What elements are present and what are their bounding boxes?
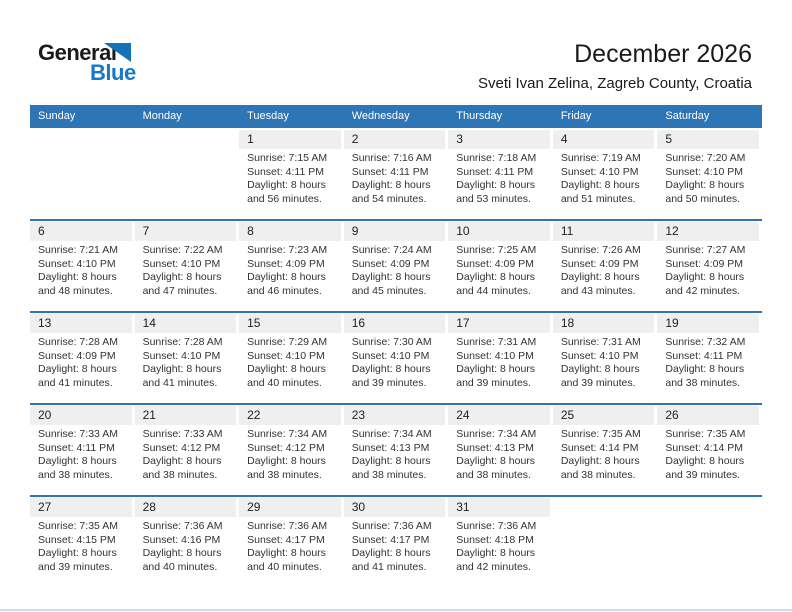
day-info xyxy=(135,241,240,298)
page-subtitle: Sveti Ivan Zelina, Zagreb County, Croatia xyxy=(477,75,752,92)
day-info xyxy=(448,333,553,390)
day-cell xyxy=(553,404,658,496)
weekday-header: Tuesday xyxy=(239,105,344,128)
daylight-hours-text: Daylight: 8 hours xyxy=(351,271,431,283)
daylight-minutes-text: and 40 minutes. xyxy=(247,560,322,573)
day-info xyxy=(344,517,449,574)
day-number: 6 xyxy=(38,224,45,238)
day-number-band xyxy=(30,498,132,517)
sunset-text: Sunset: 4:10 PM xyxy=(665,165,744,178)
sunrise-text: Sunrise: 7:16 AM xyxy=(351,152,432,164)
day-cell xyxy=(239,128,344,220)
day-cell xyxy=(448,312,553,404)
sunset-text: Sunset: 4:10 PM xyxy=(351,349,430,362)
weekday-header: Friday xyxy=(553,105,658,128)
daylight-hours-text: Daylight: 8 hours xyxy=(456,363,536,375)
sunrise-text: Sunrise: 7:20 AM xyxy=(665,152,746,164)
day-info xyxy=(239,241,344,298)
daylight-minutes-text: and 38 minutes. xyxy=(665,376,741,389)
daylight-hours-text: Daylight: 8 hours xyxy=(38,363,117,375)
day-number: 23 xyxy=(351,408,366,422)
daylight-minutes-text: and 43 minutes. xyxy=(560,284,636,297)
day-info xyxy=(657,241,762,298)
daylight-minutes-text: and 42 minutes. xyxy=(665,284,741,297)
daylight-minutes-text: and 39 minutes. xyxy=(560,376,636,389)
daylight-hours-text: Daylight: 8 hours xyxy=(142,547,222,559)
sunset-text: Sunset: 4:11 PM xyxy=(351,165,429,178)
sunset-text: Sunset: 4:10 PM xyxy=(560,165,639,178)
sunrise-text: Sunrise: 7:35 AM xyxy=(665,428,746,440)
daylight-minutes-text: and 38 minutes. xyxy=(142,468,218,481)
day-cell xyxy=(30,220,135,312)
day-number-band xyxy=(657,222,759,241)
weekday-header: Sunday xyxy=(30,105,135,128)
daylight-hours-text: Daylight: 8 hours xyxy=(247,179,326,191)
day-number: 20 xyxy=(38,408,52,422)
sunset-text: Sunset: 4:10 PM xyxy=(142,349,221,362)
day-number-band xyxy=(239,130,341,149)
day-number-band xyxy=(448,314,550,333)
day-number-band xyxy=(657,406,759,425)
sunrise-text: Sunrise: 7:28 AM xyxy=(142,336,223,348)
day-cell xyxy=(135,404,240,496)
sunset-text: Sunset: 4:14 PM xyxy=(560,441,639,454)
daylight-hours-text: Daylight: 8 hours xyxy=(456,455,536,467)
day-number: 12 xyxy=(665,224,679,238)
day-cell xyxy=(553,220,658,312)
day-number: 21 xyxy=(142,408,156,422)
day-number: 19 xyxy=(665,316,679,330)
daylight-minutes-text: and 39 minutes. xyxy=(351,376,427,389)
sunrise-text: Sunrise: 7:21 AM xyxy=(38,244,118,256)
daylight-minutes-text: and 38 minutes. xyxy=(560,468,636,481)
day-cell xyxy=(30,496,135,587)
empty-day-cell xyxy=(30,128,135,220)
empty-day-cell xyxy=(135,128,240,220)
day-info xyxy=(239,425,344,482)
day-number-band xyxy=(448,130,550,149)
daylight-hours-text: Daylight: 8 hours xyxy=(456,547,536,559)
daylight-hours-text: Daylight: 8 hours xyxy=(456,179,536,191)
daylight-hours-text: Daylight: 8 hours xyxy=(560,363,640,375)
day-number-band xyxy=(30,222,132,241)
daylight-minutes-text: and 53 minutes. xyxy=(456,192,531,205)
day-number: 17 xyxy=(456,316,470,330)
day-cell xyxy=(448,404,553,496)
day-number-band xyxy=(553,314,655,333)
day-info xyxy=(30,425,135,482)
day-number: 8 xyxy=(247,224,254,238)
daylight-minutes-text: and 39 minutes. xyxy=(456,376,531,389)
day-info xyxy=(135,425,240,482)
sunset-text: Sunset: 4:17 PM xyxy=(351,533,430,546)
week-row xyxy=(30,220,762,312)
sunset-text: Sunset: 4:09 PM xyxy=(456,257,534,270)
sunrise-text: Sunrise: 7:31 AM xyxy=(456,336,537,348)
daylight-minutes-text: and 48 minutes. xyxy=(38,284,113,297)
day-cell xyxy=(553,128,658,220)
daylight-hours-text: Daylight: 8 hours xyxy=(560,271,640,283)
weekday-header: Saturday xyxy=(657,105,762,128)
day-info xyxy=(448,241,553,298)
day-number: 27 xyxy=(38,500,52,514)
day-number-band xyxy=(135,222,237,241)
daylight-minutes-text: and 54 minutes. xyxy=(351,192,427,205)
sunset-text: Sunset: 4:10 PM xyxy=(142,257,221,270)
sunset-text: Sunset: 4:12 PM xyxy=(247,441,325,454)
daylight-hours-text: Daylight: 8 hours xyxy=(456,271,536,283)
day-number-band xyxy=(30,314,132,333)
day-cell xyxy=(344,128,449,220)
day-number-band xyxy=(344,498,446,517)
logo-text-blue: Blue xyxy=(90,60,136,85)
daylight-hours-text: Daylight: 8 hours xyxy=(560,179,640,191)
day-info xyxy=(30,333,135,390)
day-number-band xyxy=(448,498,550,517)
sunrise-text: Sunrise: 7:36 AM xyxy=(456,520,537,532)
daylight-minutes-text: and 38 minutes. xyxy=(351,468,427,481)
day-number: 26 xyxy=(665,408,679,422)
weekday-header: Thursday xyxy=(448,105,553,128)
daylight-minutes-text: and 50 minutes. xyxy=(665,192,741,205)
day-number-band xyxy=(344,406,446,425)
daylight-hours-text: Daylight: 8 hours xyxy=(665,363,745,375)
day-number: 13 xyxy=(38,316,52,330)
day-number-band xyxy=(344,222,446,241)
daylight-hours-text: Daylight: 8 hours xyxy=(665,271,745,283)
sunset-text: Sunset: 4:10 PM xyxy=(456,349,534,362)
day-cell xyxy=(657,312,762,404)
daylight-minutes-text: and 38 minutes. xyxy=(456,468,531,481)
day-number: 3 xyxy=(456,132,463,146)
daylight-hours-text: Daylight: 8 hours xyxy=(38,455,117,467)
day-number-band xyxy=(30,406,132,425)
daylight-minutes-text: and 41 minutes. xyxy=(142,376,218,389)
day-cell xyxy=(657,220,762,312)
sunrise-text: Sunrise: 7:30 AM xyxy=(351,336,432,348)
day-cell xyxy=(344,220,449,312)
bottom-border xyxy=(0,609,792,611)
day-number-band xyxy=(657,314,759,333)
day-number: 25 xyxy=(560,408,575,422)
sunset-text: Sunset: 4:13 PM xyxy=(456,441,534,454)
daylight-hours-text: Daylight: 8 hours xyxy=(38,547,117,559)
daylight-hours-text: Daylight: 8 hours xyxy=(560,455,640,467)
sunset-text: Sunset: 4:09 PM xyxy=(665,257,744,270)
daylight-minutes-text: and 40 minutes. xyxy=(247,376,322,389)
daylight-minutes-text: and 39 minutes. xyxy=(38,560,113,573)
sunset-text: Sunset: 4:12 PM xyxy=(142,441,221,454)
day-cell xyxy=(448,128,553,220)
daylight-minutes-text: and 56 minutes. xyxy=(247,192,322,205)
sunrise-text: Sunrise: 7:35 AM xyxy=(38,520,118,532)
day-number-band xyxy=(239,498,341,517)
day-cell xyxy=(553,312,658,404)
sunrise-text: Sunrise: 7:22 AM xyxy=(142,244,223,256)
day-cell xyxy=(239,404,344,496)
day-number: 2 xyxy=(351,132,359,146)
day-cell xyxy=(239,496,344,587)
daylight-hours-text: Daylight: 8 hours xyxy=(38,271,117,283)
daylight-minutes-text: and 45 minutes. xyxy=(351,284,427,297)
day-info xyxy=(239,149,344,206)
sunset-text: Sunset: 4:11 PM xyxy=(247,165,324,178)
day-cell xyxy=(448,220,553,312)
day-info xyxy=(553,425,658,482)
sunrise-text: Sunrise: 7:28 AM xyxy=(38,336,118,348)
day-info xyxy=(30,517,135,574)
sunset-text: Sunset: 4:18 PM xyxy=(456,533,534,546)
day-number: 1 xyxy=(247,132,254,146)
day-cell xyxy=(657,404,762,496)
sunrise-text: Sunrise: 7:34 AM xyxy=(247,428,328,440)
daylight-hours-text: Daylight: 8 hours xyxy=(665,455,745,467)
day-number: 31 xyxy=(456,500,470,514)
empty-day-cell xyxy=(657,496,762,587)
day-number: 28 xyxy=(142,500,156,514)
sunrise-text: Sunrise: 7:18 AM xyxy=(456,152,537,164)
daylight-hours-text: Daylight: 8 hours xyxy=(247,363,326,375)
sunrise-text: Sunrise: 7:33 AM xyxy=(142,428,223,440)
day-info xyxy=(344,241,449,298)
sunset-text: Sunset: 4:09 PM xyxy=(38,349,116,362)
sunrise-text: Sunrise: 7:19 AM xyxy=(560,152,641,164)
day-info xyxy=(553,333,658,390)
sunset-text: Sunset: 4:10 PM xyxy=(247,349,325,362)
sunset-text: Sunset: 4:10 PM xyxy=(560,349,639,362)
day-number-band xyxy=(553,406,655,425)
day-number-band xyxy=(344,314,446,333)
week-row xyxy=(30,404,762,496)
sunset-text: Sunset: 4:10 PM xyxy=(38,257,116,270)
daylight-minutes-text: and 51 minutes. xyxy=(560,192,636,205)
day-info xyxy=(553,149,658,206)
day-info xyxy=(344,425,449,482)
day-info xyxy=(344,333,449,390)
daylight-minutes-text: and 38 minutes. xyxy=(247,468,322,481)
daylight-hours-text: Daylight: 8 hours xyxy=(142,271,222,283)
day-cell xyxy=(239,312,344,404)
sunset-text: Sunset: 4:11 PM xyxy=(456,165,534,178)
daylight-minutes-text: and 47 minutes. xyxy=(142,284,218,297)
sunset-text: Sunset: 4:17 PM xyxy=(247,533,325,546)
sunset-text: Sunset: 4:11 PM xyxy=(665,349,743,362)
day-number-band xyxy=(448,406,550,425)
day-cell xyxy=(135,312,240,404)
daylight-hours-text: Daylight: 8 hours xyxy=(247,455,326,467)
day-number-band xyxy=(135,498,237,517)
sunset-text: Sunset: 4:15 PM xyxy=(38,533,116,546)
sunset-text: Sunset: 4:09 PM xyxy=(247,257,325,270)
sunrise-text: Sunrise: 7:27 AM xyxy=(665,244,746,256)
sunrise-text: Sunrise: 7:29 AM xyxy=(247,336,328,348)
daylight-minutes-text: and 38 minutes. xyxy=(38,468,113,481)
day-number: 5 xyxy=(665,132,673,146)
day-info xyxy=(448,517,553,574)
calendar-body xyxy=(30,128,762,587)
day-info xyxy=(135,333,240,390)
day-number: 30 xyxy=(351,500,366,514)
day-cell xyxy=(30,312,135,404)
daylight-minutes-text: and 40 minutes. xyxy=(142,560,218,573)
daylight-hours-text: Daylight: 8 hours xyxy=(351,179,431,191)
daylight-minutes-text: and 42 minutes. xyxy=(456,560,531,573)
day-cell xyxy=(30,404,135,496)
page-title: December 2026 xyxy=(574,40,752,68)
day-number-band xyxy=(135,406,237,425)
day-number-band xyxy=(135,314,237,333)
day-info xyxy=(344,149,449,206)
logo-text-general: General xyxy=(38,40,117,65)
day-info xyxy=(448,425,553,482)
daylight-minutes-text: and 44 minutes. xyxy=(456,284,531,297)
sunrise-text: Sunrise: 7:32 AM xyxy=(665,336,746,348)
day-cell xyxy=(344,496,449,587)
day-number-band xyxy=(239,222,341,241)
daylight-minutes-text: and 41 minutes. xyxy=(351,560,427,573)
day-info xyxy=(448,149,553,206)
daylight-minutes-text: and 46 minutes. xyxy=(247,284,322,297)
day-info xyxy=(239,517,344,574)
day-cell xyxy=(135,496,240,587)
daylight-hours-text: Daylight: 8 hours xyxy=(142,455,222,467)
weekday-header-row xyxy=(30,105,762,128)
day-info xyxy=(135,517,240,574)
calendar-table xyxy=(30,105,762,587)
day-number: 15 xyxy=(247,316,261,330)
day-cell xyxy=(239,220,344,312)
day-number: 10 xyxy=(456,224,470,238)
day-number: 11 xyxy=(560,224,574,238)
week-row xyxy=(30,496,762,587)
daylight-hours-text: Daylight: 8 hours xyxy=(142,363,222,375)
day-number: 14 xyxy=(142,316,156,330)
daylight-hours-text: Daylight: 8 hours xyxy=(247,547,326,559)
day-info xyxy=(30,241,135,298)
daylight-hours-text: Daylight: 8 hours xyxy=(351,547,431,559)
sunrise-text: Sunrise: 7:34 AM xyxy=(456,428,537,440)
week-row xyxy=(30,128,762,220)
daylight-hours-text: Daylight: 8 hours xyxy=(351,363,431,375)
day-number-band xyxy=(448,222,550,241)
sunrise-text: Sunrise: 7:24 AM xyxy=(351,244,432,256)
day-info xyxy=(553,241,658,298)
sunset-text: Sunset: 4:13 PM xyxy=(351,441,430,454)
day-cell xyxy=(344,312,449,404)
day-number: 4 xyxy=(560,132,568,146)
day-number-band xyxy=(344,130,446,149)
day-number-band xyxy=(239,314,341,333)
day-number-band xyxy=(553,130,655,149)
day-number: 24 xyxy=(456,408,470,422)
weekday-header: Monday xyxy=(135,105,240,128)
sunrise-text: Sunrise: 7:36 AM xyxy=(351,520,432,532)
sunset-text: Sunset: 4:09 PM xyxy=(351,257,430,270)
day-info xyxy=(657,333,762,390)
daylight-minutes-text: and 39 minutes. xyxy=(665,468,741,481)
day-cell xyxy=(657,128,762,220)
sunrise-text: Sunrise: 7:15 AM xyxy=(247,152,328,164)
day-info xyxy=(239,333,344,390)
day-cell xyxy=(344,404,449,496)
day-info xyxy=(657,149,762,206)
header-titles xyxy=(478,40,752,92)
day-number: 9 xyxy=(351,224,359,238)
day-number: 16 xyxy=(351,316,366,330)
sunset-text: Sunset: 4:09 PM xyxy=(560,257,639,270)
sunrise-text: Sunrise: 7:31 AM xyxy=(560,336,641,348)
daylight-hours-text: Daylight: 8 hours xyxy=(665,179,745,191)
day-number: 29 xyxy=(247,500,261,514)
sunrise-text: Sunrise: 7:26 AM xyxy=(560,244,641,256)
sunrise-text: Sunrise: 7:25 AM xyxy=(456,244,537,256)
daylight-minutes-text: and 41 minutes. xyxy=(38,376,113,389)
sunset-text: Sunset: 4:11 PM xyxy=(38,441,115,454)
sunrise-text: Sunrise: 7:36 AM xyxy=(247,520,328,532)
day-cell xyxy=(135,220,240,312)
week-row xyxy=(30,312,762,404)
weekday-header: Wednesday xyxy=(344,105,449,128)
day-number-band xyxy=(239,406,341,425)
day-info xyxy=(657,425,762,482)
day-number: 18 xyxy=(560,316,575,330)
sunrise-text: Sunrise: 7:35 AM xyxy=(560,428,641,440)
day-number-band xyxy=(553,222,655,241)
sunrise-text: Sunrise: 7:36 AM xyxy=(142,520,223,532)
sunset-text: Sunset: 4:16 PM xyxy=(142,533,221,546)
day-number: 22 xyxy=(247,408,261,422)
day-number-band xyxy=(657,130,759,149)
empty-day-cell xyxy=(553,496,658,587)
daylight-hours-text: Daylight: 8 hours xyxy=(351,455,431,467)
day-number: 7 xyxy=(142,224,150,238)
day-cell xyxy=(448,496,553,587)
general-blue-logo xyxy=(38,40,148,84)
sunrise-text: Sunrise: 7:33 AM xyxy=(38,428,118,440)
sunrise-text: Sunrise: 7:23 AM xyxy=(247,244,328,256)
daylight-hours-text: Daylight: 8 hours xyxy=(247,271,326,283)
sunset-text: Sunset: 4:14 PM xyxy=(665,441,744,454)
sunrise-text: Sunrise: 7:34 AM xyxy=(351,428,432,440)
